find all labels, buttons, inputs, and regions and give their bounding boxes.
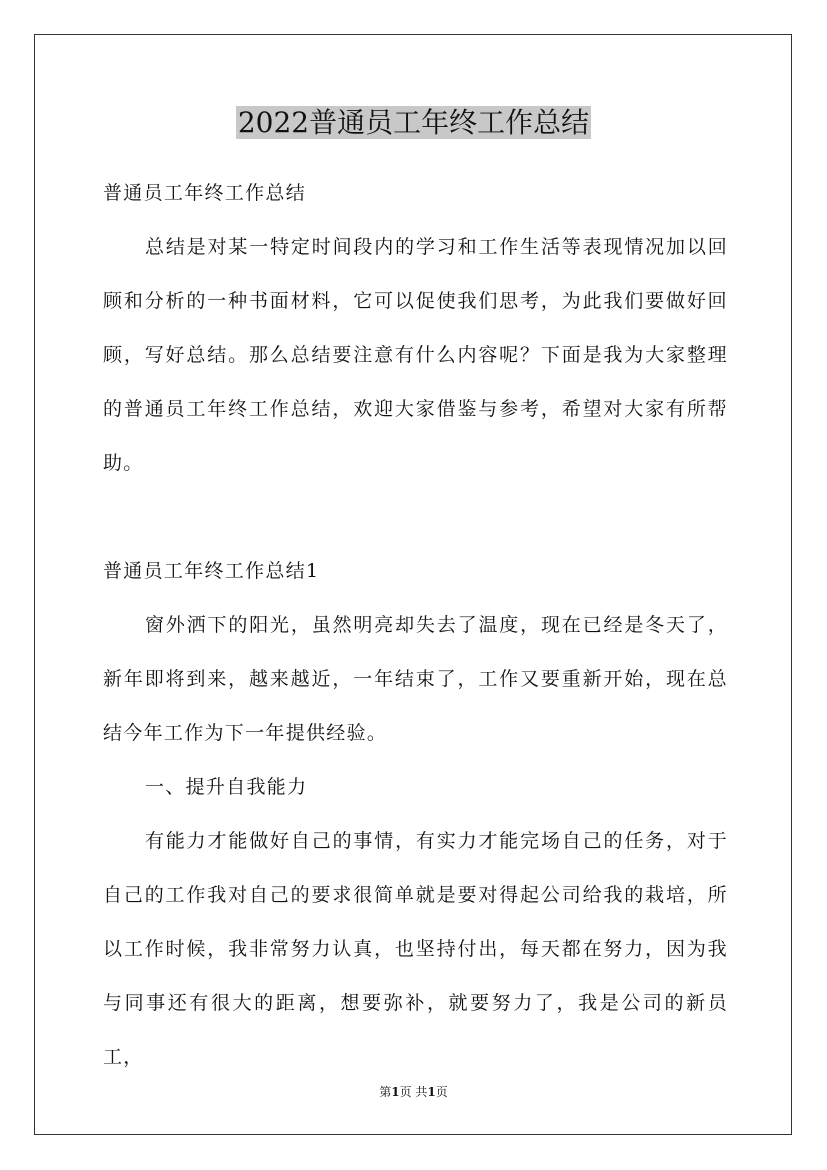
section-title: 普通员工年终工作总结1 [103,560,320,582]
paragraph-gap [103,490,728,544]
intro-paragraph: 总结是对某一特定时间段内的学习和工作生活等表现情况加以回顾和分析的一种书面材料，它可以促使我们思考，为此我们要做好回顾，写好总结。那么总结要注意有什么内容呢？下面是我为大家整理的普通员工年终工作总结，欢迎大家借鉴与参考，希望对大家有所帮助。 [103,236,728,474]
page-prefix: 第 [379,1085,392,1099]
page-footer [0,1083,827,1101]
page-suffix: 页 [435,1085,448,1099]
page-current: 1 [391,1085,400,1099]
document-title-text: 2022普通员工年终工作总结 [237,106,590,139]
section-heading: 一、提升自我能力 [145,776,308,798]
section-paragraph-2: 有能力才能做好自己的事情，有实力才能完场自己的任务，对于自己的工作我对自己的要求很简单就是要对得起公司给我的栽培，所以工作时候，我非常努力认真，也坚持付出，每天都在努力，因为我与同事还有很大的距离，想要弥补，就要努力了，我是公司的新员工， [103,830,728,1068]
document-title [0,103,827,143]
page-mid: 页 共 [399,1085,428,1099]
document-subtitle: 普通员工年终工作总结 [103,182,307,204]
section-paragraph-1: 窗外洒下的阳光，虽然明亮却失去了温度，现在已经是冬天了，新年即将到来，越来越近，一年结束了，工作又要重新开始，现在总结今年工作为下一年提供经验。 [103,614,728,744]
document-body [103,166,728,1084]
page-total: 1 [427,1085,436,1099]
